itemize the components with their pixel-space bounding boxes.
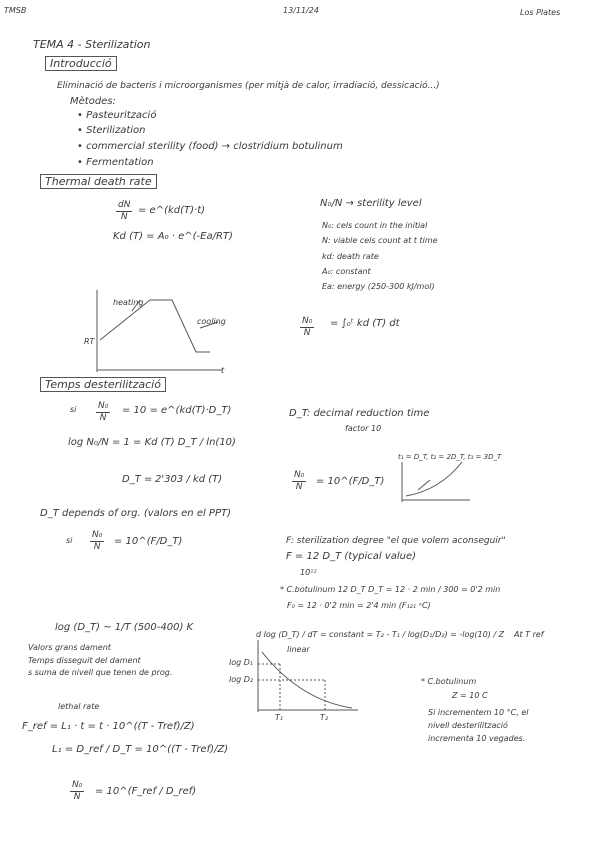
graph-label-rt: RT (84, 337, 95, 346)
graph-x-label-t2: T₂ (320, 713, 329, 722)
dt-factor: factor 10 (345, 424, 382, 433)
cbot-z-1: * C.botulinum (421, 677, 477, 686)
eq-n0-over-n-4 (70, 780, 84, 803)
cbot-z-4: nivell desterilització (428, 721, 508, 730)
fraction-numerator: dN (118, 200, 131, 210)
eq-log-dt: log (D_T) ~ 1/T (500-400) K (55, 622, 194, 633)
graph-x-label-t1: T₁ (275, 713, 284, 722)
intro-line-2: Mètodes: (70, 96, 116, 107)
eq-lethal-final: = 10^(F_ref / D_ref) (95, 786, 197, 797)
c-botulinum-line-1: * C.botulinum 12 D_T D_T = 12 · 2 min / 300 = 0'2 min (280, 585, 501, 594)
graph-curve-label: linear (287, 645, 310, 654)
intro-heading: Introducció (45, 56, 117, 71)
eq-slope-extra: At T ref (514, 630, 544, 639)
si-label: si (70, 405, 77, 414)
fraction-numerator: N₀ (98, 401, 109, 411)
header-left: TMSB (4, 6, 27, 15)
eq-slope: d log (D_T) / dT = constant = T₂ - T₁ / log(D₁/D₂) = -log(10) / Z (256, 630, 505, 639)
definition-item: N₀: cels count in the initial (322, 221, 428, 230)
fraction-numerator: N₀ (294, 470, 305, 480)
header-author: Los Plates (520, 8, 561, 17)
eq-decimal-1: = 10 = e^(kd(T)·D_T) (122, 405, 232, 416)
fraction-denominator: N (93, 542, 101, 552)
eq-decimal-3-lhs: D_T = (122, 474, 153, 485)
definition-item: A₀: constant (322, 267, 371, 276)
fraction-numerator: N₀ (302, 316, 313, 326)
fraction-denominator: N (295, 482, 303, 492)
eq-lethal: L₁ = D_ref / D_T = 10^((T - Tref)/Z) (52, 744, 229, 755)
eq-decimal-4: = 10^(F/D_T) (316, 476, 385, 487)
method-item: • Pasteurització (77, 110, 157, 121)
method-item: • Sterilization (77, 125, 146, 136)
f-definition-1: F: sterilization degree "el que volem aconseguir" (286, 536, 506, 546)
graph-y-label-d2: log D₂ (229, 675, 254, 684)
z-note-1: Valors grans dament (28, 643, 111, 652)
cbot-z-5: incrementa 10 vegades. (428, 734, 526, 743)
fraction-denominator: N (303, 328, 311, 338)
method-item: • commercial sterility (food) → clostridium botulinum (77, 141, 343, 152)
eq-decimal-3: 2'303 / kd (T) (155, 474, 223, 485)
si-label-2: si (66, 536, 73, 545)
eq-arrhenius: Kd (T) = A₀ · e^(-Ea/RT) (113, 231, 233, 242)
c-botulinum-line-2: F₀ = 12 · 0'2 min = 2'4 min (F₁₂₁ ᵒC) (287, 601, 431, 610)
cbot-z-2: Z = 10 C (452, 691, 488, 700)
eq-integral: = ∫₀ᵗ kd (T) dt (330, 318, 400, 329)
lethal-rate-label: lethal rate (58, 702, 100, 711)
page-title: TEMA 4 - Sterilization (33, 38, 151, 51)
definition-item: Ea: energy (250-300 kJ/mol) (322, 282, 435, 291)
z-note-2: Temps disseguit del dament (28, 656, 141, 665)
graph-y-label-d1: log D₁ (229, 658, 254, 667)
eq-depends: = 10^(F/D_T) (114, 536, 183, 547)
z-note-3: s suma de nivell que tenen de prog. (28, 668, 173, 677)
depends-line: D_T depends of org. (valors en el PPT) (40, 508, 232, 519)
method-item: • Fermentation (77, 157, 154, 168)
eq-fref: F_ref = L₁ · t = t · 10^((T - Tref)/Z) (22, 721, 195, 732)
definition-item: N₀/N → sterility level (320, 198, 422, 209)
fraction-denominator: N (120, 212, 128, 222)
fraction-numerator: N₀ (72, 780, 83, 790)
graph-label-cooling: cooling (197, 317, 226, 326)
fraction-numerator: N₀ (92, 530, 103, 540)
definition-item: kd: death rate (322, 252, 379, 261)
definition-item: N: viable cels count at t time (322, 236, 438, 245)
sterilization-time-heading: Temps desterilització (40, 377, 166, 392)
graph-label-t: t (221, 366, 225, 375)
intro-line-1: Eliminació de bacteris i microorganismes (per mitjà de calor, irradiació, dessicació...) (57, 81, 440, 91)
thermal-heading: Thermal death rate (40, 174, 157, 189)
dt-definition: D_T: decimal reduction time (289, 408, 430, 419)
decay-graph-label: t₁ = D_T, t₂ = 2D_T, t₃ = 3D_T (398, 453, 502, 461)
f-definition-3: 10¹² (300, 568, 317, 577)
header-date: 13/11/24 (283, 6, 319, 15)
graph-label-heating: heating (113, 298, 144, 307)
fraction-denominator: N (99, 413, 107, 423)
eq-death-rate: = e^(kd(T)·t) (138, 205, 206, 216)
eq-decimal-2: log N₀/N = 1 = Kd (T) D_T / ln(10) (68, 437, 236, 448)
f-definition-2: F = 12 D_T (typical value) (286, 551, 417, 562)
fraction-denominator: N (73, 792, 81, 802)
cbot-z-3: Si incrementem 10 °C, el (428, 708, 529, 717)
